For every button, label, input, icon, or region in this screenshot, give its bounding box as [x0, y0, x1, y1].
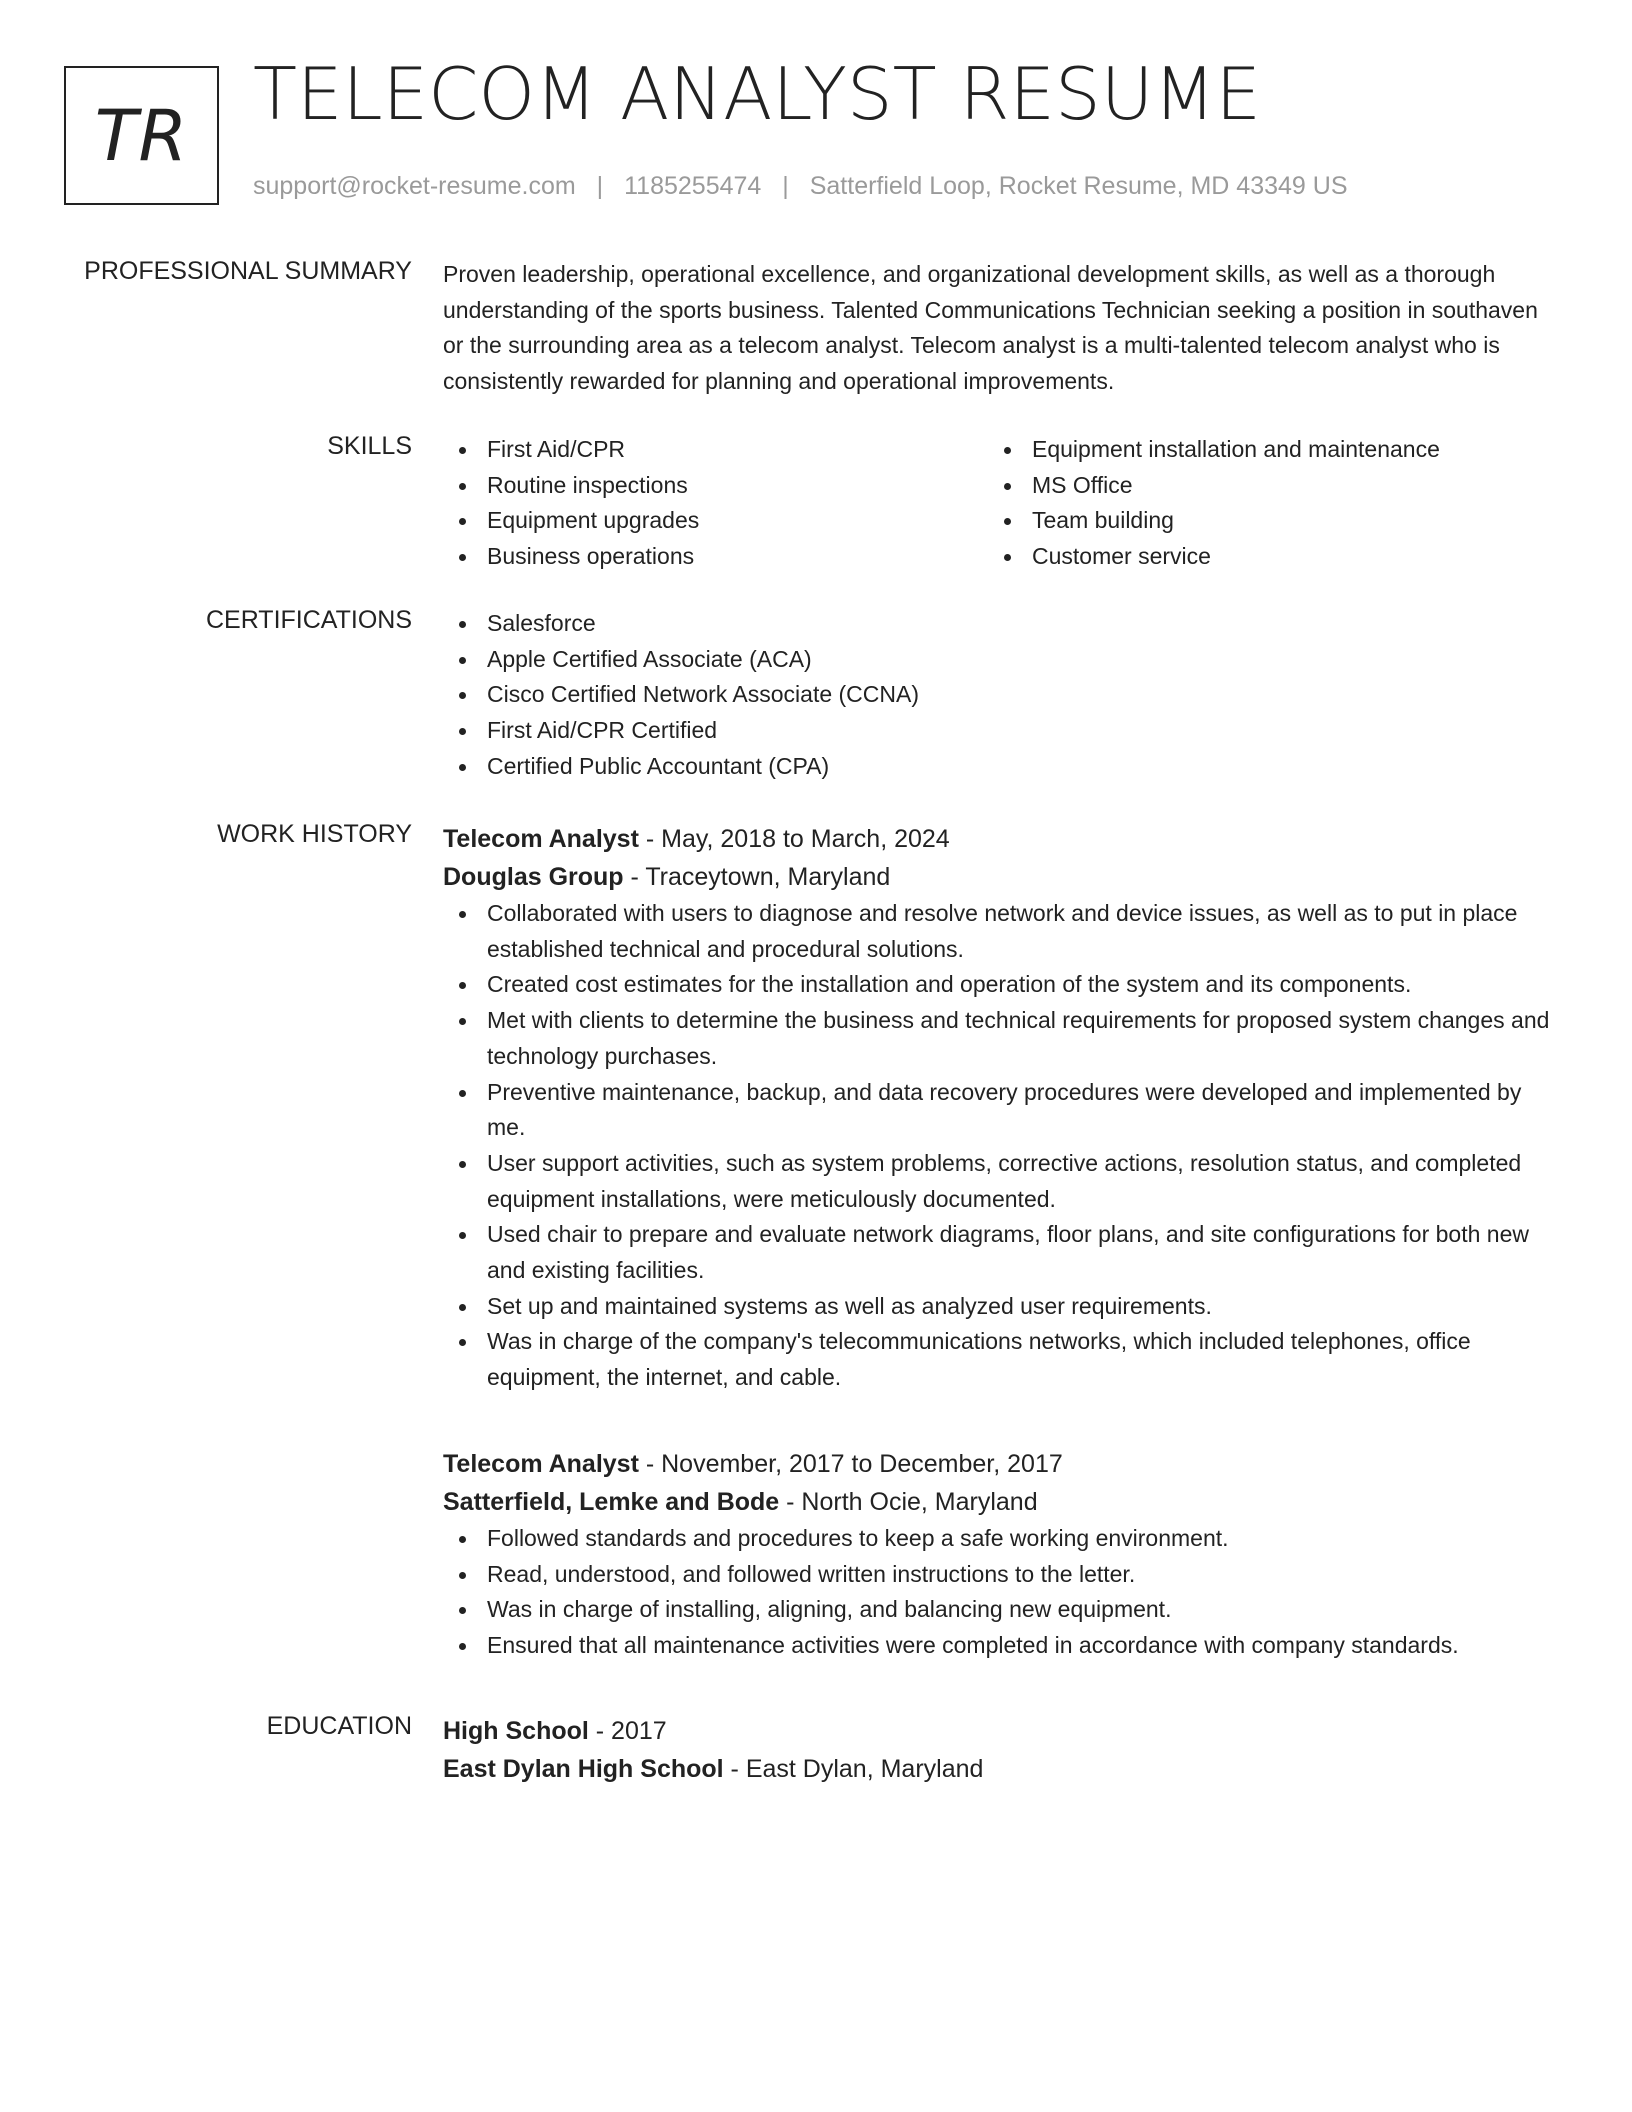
- job-title-line: [443, 1445, 1563, 1483]
- certification-item: Salesforce: [443, 606, 1563, 642]
- job-entry: [443, 1445, 1563, 1664]
- skill-item: Business operations: [443, 539, 988, 575]
- contact-separator: |: [782, 172, 789, 200]
- education-year: - 2017: [588, 1717, 667, 1745]
- job-entry: [443, 820, 1563, 1396]
- certifications-heading: CERTIFICATIONS: [205, 606, 412, 634]
- certifications-list: [443, 606, 1563, 785]
- job-company-line: [443, 1483, 1563, 1521]
- job-duty: Used chair to prepare and evaluate network diagrams, floor plans, and site configurations for both new and existing facilities.: [443, 1217, 1563, 1288]
- skills-list-left: [443, 432, 988, 575]
- certification-item: First Aid/CPR Certified: [443, 713, 1563, 749]
- certification-item: Apple Certified Associate (ACA): [443, 642, 1563, 678]
- job-dates: - May, 2018 to March, 2024: [638, 825, 950, 853]
- job-duty: User support activities, such as system problems, corrective actions, resolution status, and completed equipment installations, were meticulously documented.: [443, 1146, 1563, 1217]
- contact-separator: |: [596, 172, 604, 200]
- contact-address: Satterfield Loop, Rocket Resume, MD 43349 US: [809, 172, 1348, 200]
- job-dates: - November, 2017 to December, 2017: [638, 1450, 1063, 1478]
- job-duty: Ensured that all maintenance activities were completed in accordance with company standards.: [443, 1628, 1563, 1664]
- job-duty: Followed standards and procedures to keep a safe working environment.: [443, 1521, 1563, 1557]
- contact-phone: 1185255474: [624, 172, 762, 200]
- job-title: Telecom Analyst: [443, 1450, 639, 1478]
- job-duties-list: [443, 1521, 1563, 1664]
- summary-text: Proven leadership, operational excellence, and organizational development skills, as well as a thorough understanding of the sports business. Talented Communications Technician seeking a position in southaven or the surrounding area as a telecom analyst. Telecom analyst is a multi-talented telecom analyst who is consistently rewarded for planning and operational improvements.: [443, 261, 1538, 395]
- certification-item: Certified Public Accountant (CPA): [443, 749, 1563, 785]
- skills-list-right: [988, 432, 1533, 575]
- education-school-line: [443, 1750, 1563, 1788]
- job-title-line: [443, 820, 1563, 858]
- job-duty: Was in charge of the company's telecommunications networks, which included telephones, office equipment, the internet, and cable.: [443, 1324, 1563, 1395]
- skill-item: First Aid/CPR: [443, 432, 988, 468]
- job-duty: Preventive maintenance, backup, and data recovery procedures were developed and implemented by me.: [443, 1075, 1563, 1146]
- job-duty: Met with clients to determine the business and technical requirements for proposed system changes and technology purchases.: [443, 1003, 1563, 1074]
- skill-item: Team building: [988, 503, 1533, 539]
- work-history-heading: WORK HISTORY: [217, 820, 412, 848]
- education-heading: EDUCATION: [266, 1712, 412, 1740]
- resume-title: TELECOM ANALYST RESUME: [253, 52, 1262, 136]
- skill-item: MS Office: [988, 468, 1533, 504]
- job-company-line: [443, 858, 1563, 896]
- monogram-initials: TR: [94, 94, 189, 177]
- skill-item: Routine inspections: [443, 468, 988, 504]
- job-duty: Created cost estimates for the installation and operation of the system and its components.: [443, 967, 1563, 1003]
- skill-item: Equipment upgrades: [443, 503, 988, 539]
- skill-item: Equipment installation and maintenance: [988, 432, 1533, 468]
- job-duty: Was in charge of installing, aligning, and balancing new equipment.: [443, 1592, 1563, 1628]
- monogram-badge: [64, 66, 219, 205]
- job-duty: Collaborated with users to diagnose and resolve network and device issues, as well as to put in place established technical and procedural solutions.: [443, 896, 1563, 967]
- job-company: Satterfield, Lemke and Bode: [443, 1488, 780, 1516]
- contact-email: support@rocket-resume.com: [253, 172, 576, 200]
- job-duties-list: [443, 896, 1563, 1396]
- job-duty: Set up and maintained systems as well as analyzed user requirements.: [443, 1289, 1563, 1325]
- skills-heading: SKILLS: [327, 432, 412, 460]
- education-school: East Dylan High School: [443, 1755, 724, 1783]
- job-title: Telecom Analyst: [443, 825, 639, 853]
- skill-item: Customer service: [988, 539, 1533, 575]
- job-location: - Traceytown, Maryland: [623, 863, 891, 891]
- summary-heading: PROFESSIONAL SUMMARY: [84, 257, 412, 285]
- certification-item: Cisco Certified Network Associate (CCNA): [443, 677, 1563, 713]
- job-company: Douglas Group: [443, 863, 624, 891]
- job-duty: Read, understood, and followed written instructions to the letter.: [443, 1557, 1563, 1593]
- contact-line: [253, 172, 1348, 201]
- education-location: - East Dylan, Maryland: [723, 1755, 984, 1783]
- job-location: - North Ocie, Maryland: [779, 1488, 1038, 1516]
- education-degree-line: [443, 1712, 1563, 1750]
- education-degree: High School: [443, 1717, 589, 1745]
